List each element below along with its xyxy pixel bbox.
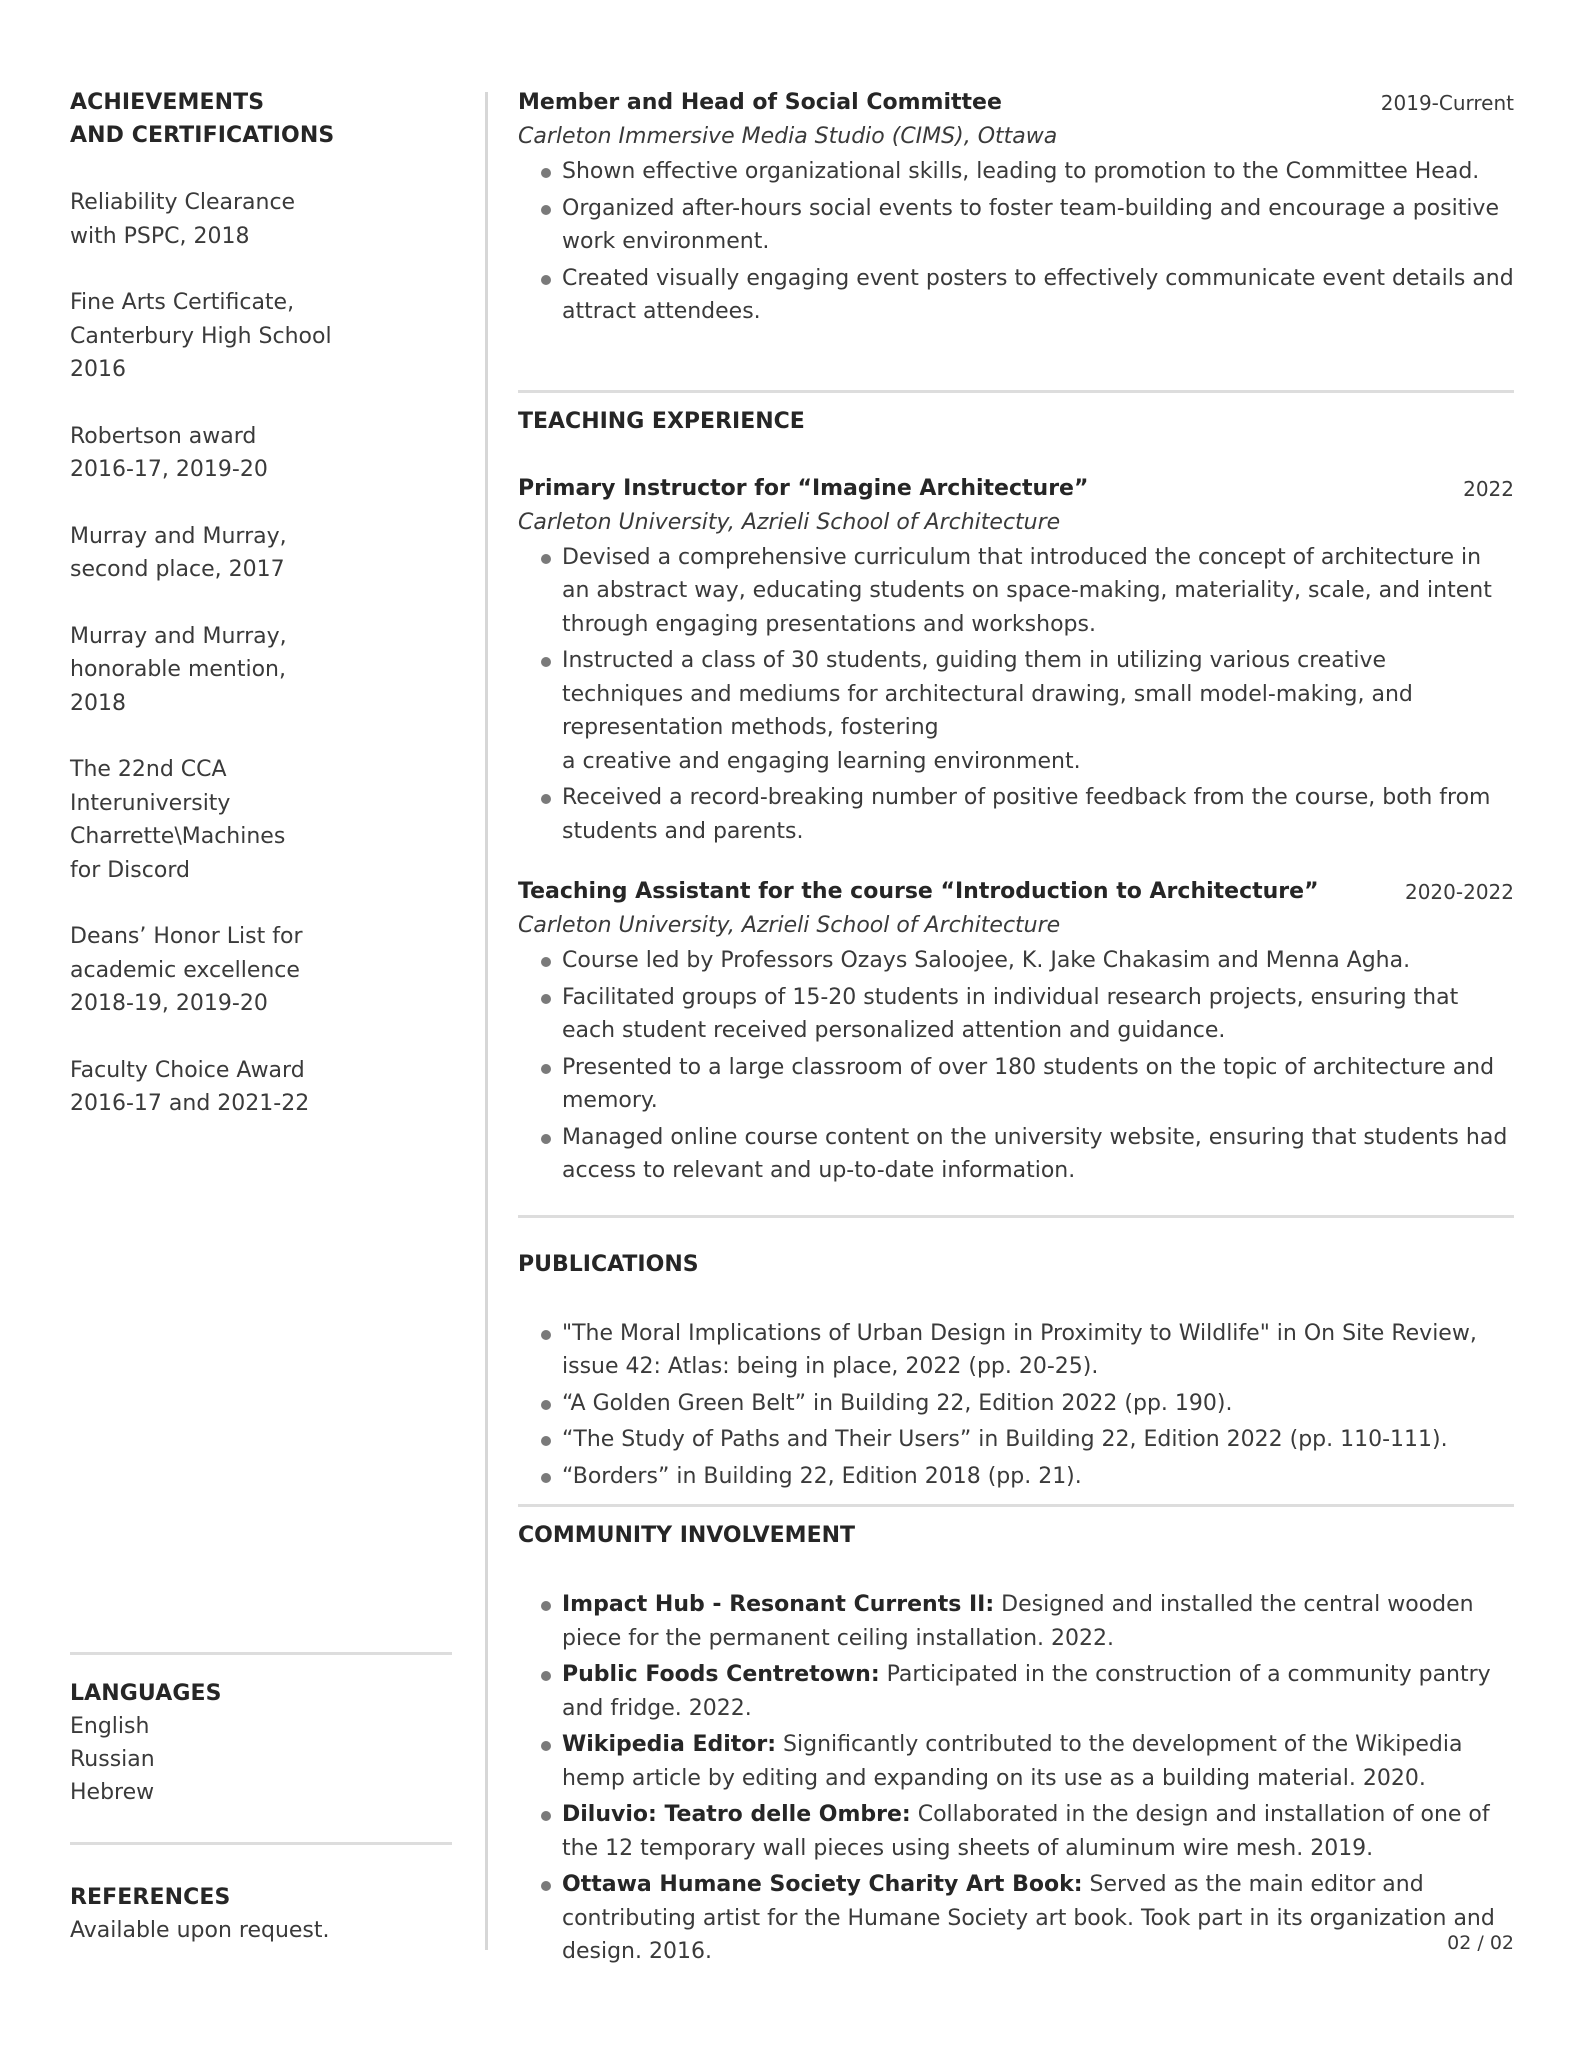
list-item — [562, 1460, 1514, 1494]
job-organization: Carleton University, Azrieli School of Architecture — [518, 509, 1061, 535]
language-item: English — [70, 1714, 150, 1739]
community-lead: Wikipedia Editor: — [562, 1732, 777, 1757]
job-bullets — [518, 541, 1514, 849]
community-heading: COMMUNITY INVOLVEMENT — [518, 1523, 856, 1548]
job-bullets — [518, 155, 1514, 329]
list-item — [562, 1588, 1514, 1655]
bullet-icon — [541, 275, 551, 285]
job-entry — [518, 875, 1514, 1188]
community-list — [518, 1588, 1514, 1969]
references-text: Available upon request. — [70, 1918, 330, 1943]
bullet-icon — [541, 168, 551, 178]
list-item — [562, 1317, 1514, 1384]
publication-text: “A Golden Green Belt” in Building 22, Edition 2022 (pp. 190). — [562, 1390, 1233, 1416]
list-item — [562, 262, 1514, 329]
bullet-icon — [541, 1601, 551, 1611]
achievements-heading: ACHIEVEMENTS AND CERTIFICATIONS — [70, 90, 335, 148]
bullet-icon — [541, 1811, 551, 1821]
list-item — [562, 781, 1514, 848]
list-item — [562, 192, 1514, 259]
publication-text: "The Moral Implications of Urban Design in Proximity to Wildlife" in On Site Review, issue 42: Atlas: being in place, 2022 (pp. 20-25). — [562, 1320, 1477, 1379]
achievement-item: Robertson award 2016-17, 2019-20 — [70, 423, 268, 482]
job-date: 2019-Current — [1380, 91, 1514, 115]
main-content — [518, 86, 1514, 1972]
bullet-text: Managed online course content on the university website, ensuring that students had access to relevant and up-to-date information. — [562, 1124, 1508, 1183]
list-item — [562, 1423, 1514, 1457]
bullet-icon — [541, 794, 551, 804]
bullet-icon — [541, 1881, 551, 1891]
bullet-text: Instructed a class of 30 students, guiding them in utilizing various creative techniques and mediums for architectural drawing, small model-making, and representation methods, fostering a creative and engaging learning environment. — [562, 648, 1413, 774]
job-date: 2020-2022 — [1404, 880, 1514, 904]
bullet-text: Course led by Professors Ozays Saloojee, K. Jake Chakasim and Menna Agha. — [562, 948, 1411, 973]
community-text: Designed and installed the central wooden piece for the permanent ceiling installation. 2022. — [562, 1592, 1474, 1651]
job-organization: Carleton Immersive Media Studio (CIMS), Ottawa — [518, 124, 1058, 149]
job-entry — [518, 86, 1514, 329]
bullet-icon — [541, 1400, 551, 1410]
column-divider — [485, 92, 488, 1950]
sidebar-lower — [70, 1652, 452, 1947]
achievements-list — [70, 186, 460, 1121]
bullet-icon — [541, 1436, 551, 1446]
achievement-item: Murray and Murray, honorable mention, 2018 — [70, 623, 287, 716]
publication-text: “Borders” in Building 22, Edition 2018 (pp. 21). — [562, 1463, 1082, 1489]
bullet-text: Presented to a large classroom of over 180 students on the topic of architecture and memory. — [562, 1054, 1495, 1113]
bullet-text: Devised a comprehensive curriculum that introduced the concept of architecture in an abstract way, educating students on space-making, materiality, scale, and intent through engaging presentations and workshops. — [562, 544, 1492, 637]
languages-heading: LANGUAGES — [70, 1681, 222, 1706]
job-title: Member and Head of Social Committee — [518, 90, 1002, 115]
job-organization: Carleton University, Azrieli School of Architecture — [518, 913, 1061, 938]
community-text: Participated in the construction of a community pantry and fridge. 2022. — [562, 1662, 1491, 1721]
bullet-icon — [541, 957, 551, 967]
page-number: 02 / 02 — [1447, 1932, 1514, 1954]
publications-heading: PUBLICATIONS — [518, 1251, 699, 1277]
bullet-icon — [541, 1671, 551, 1681]
community-lead: Impact Hub - Resonant Currents II: — [562, 1592, 995, 1617]
bullet-text: Organized after-hours social events to foster team-building and encourage a positive work environment. — [562, 195, 1499, 254]
bullet-icon — [541, 1473, 551, 1483]
list-item — [562, 981, 1514, 1048]
bullet-icon — [541, 1330, 551, 1340]
achievement-item: Reliability Clearance with PSPC, 2018 — [70, 190, 296, 249]
list-item — [562, 1387, 1514, 1421]
achievement-item: The 22nd CCA Interuniversity Charrette\Machines for Discord — [70, 757, 286, 883]
list-item — [562, 1121, 1514, 1188]
list-item — [562, 1051, 1514, 1118]
community-text: Served as the main editor and contributing artist for the Humane Society art book. Took part in its organization and design. 2016. — [562, 1872, 1495, 1964]
job-bullets — [518, 944, 1514, 1188]
bullet-icon — [541, 1064, 551, 1074]
list-item — [562, 644, 1514, 778]
list-item — [562, 1728, 1514, 1795]
language-item: Hebrew — [70, 1780, 155, 1805]
list-item — [562, 155, 1514, 189]
list-item — [562, 1798, 1514, 1865]
list-item — [562, 541, 1514, 642]
community-lead: Ottawa Humane Society Charity Art Book: — [562, 1872, 1083, 1897]
bullet-icon — [541, 1741, 551, 1751]
publication-text: “The Study of Paths and Their Users” in Building 22, Edition 2022 (pp. 110-111). — [562, 1427, 1448, 1452]
job-entry — [518, 472, 1514, 849]
publications-list — [518, 1317, 1514, 1494]
job-title: Primary Instructor for “Imagine Architecture” — [518, 475, 1089, 501]
bullet-text: Created visually engaging event posters to effectively communicate event details and attract attendees. — [562, 265, 1514, 324]
bullet-text: Facilitated groups of 15-20 students in individual research projects, ensuring that each student received personalized attention and guidance. — [562, 984, 1459, 1043]
teaching-heading: TEACHING EXPERIENCE — [518, 408, 805, 434]
community-lead: Public Foods Centretown: — [562, 1662, 880, 1687]
list-item — [562, 1658, 1514, 1725]
achievement-item: Faculty Choice Award 2016-17 and 2021-22 — [70, 1057, 310, 1116]
bullet-icon — [541, 554, 551, 564]
bullet-text: Received a record-breaking number of positive feedback from the course, both from students and parents. — [562, 785, 1491, 844]
bullet-icon — [541, 205, 551, 215]
community-text: Collaborated in the design and installation of one of the 12 temporary wall pieces using sheets of aluminum wire mesh. 2019. — [562, 1802, 1490, 1861]
bullet-icon — [541, 657, 551, 667]
sidebar — [70, 86, 460, 1154]
bullet-icon — [541, 994, 551, 1004]
achievement-item: Murray and Murray, second place, 2017 — [70, 523, 287, 582]
job-title: Teaching Assistant for the course “Introduction to Architecture” — [518, 879, 1319, 904]
bullet-icon — [541, 1134, 551, 1144]
list-item — [562, 1868, 1514, 1969]
community-lead: Diluvio: Teatro delle Ombre: — [562, 1802, 911, 1827]
achievement-item: Deans’ Honor List for academic excellence 2018-19, 2019-20 — [70, 924, 303, 1016]
references-heading: REFERENCES — [70, 1885, 231, 1910]
bullet-text: Shown effective organizational skills, leading to promotion to the Committee Head. — [562, 159, 1480, 184]
list-item — [562, 944, 1514, 978]
job-date: 2022 — [1463, 476, 1514, 501]
achievement-item: Fine Arts Certificate, Canterbury High School 2016 — [70, 290, 332, 382]
community-text: Significantly contributed to the development of the Wikipedia hemp article by editing and expanding on its use as a building material. 2020. — [562, 1732, 1463, 1791]
language-item: Russian — [70, 1747, 155, 1772]
